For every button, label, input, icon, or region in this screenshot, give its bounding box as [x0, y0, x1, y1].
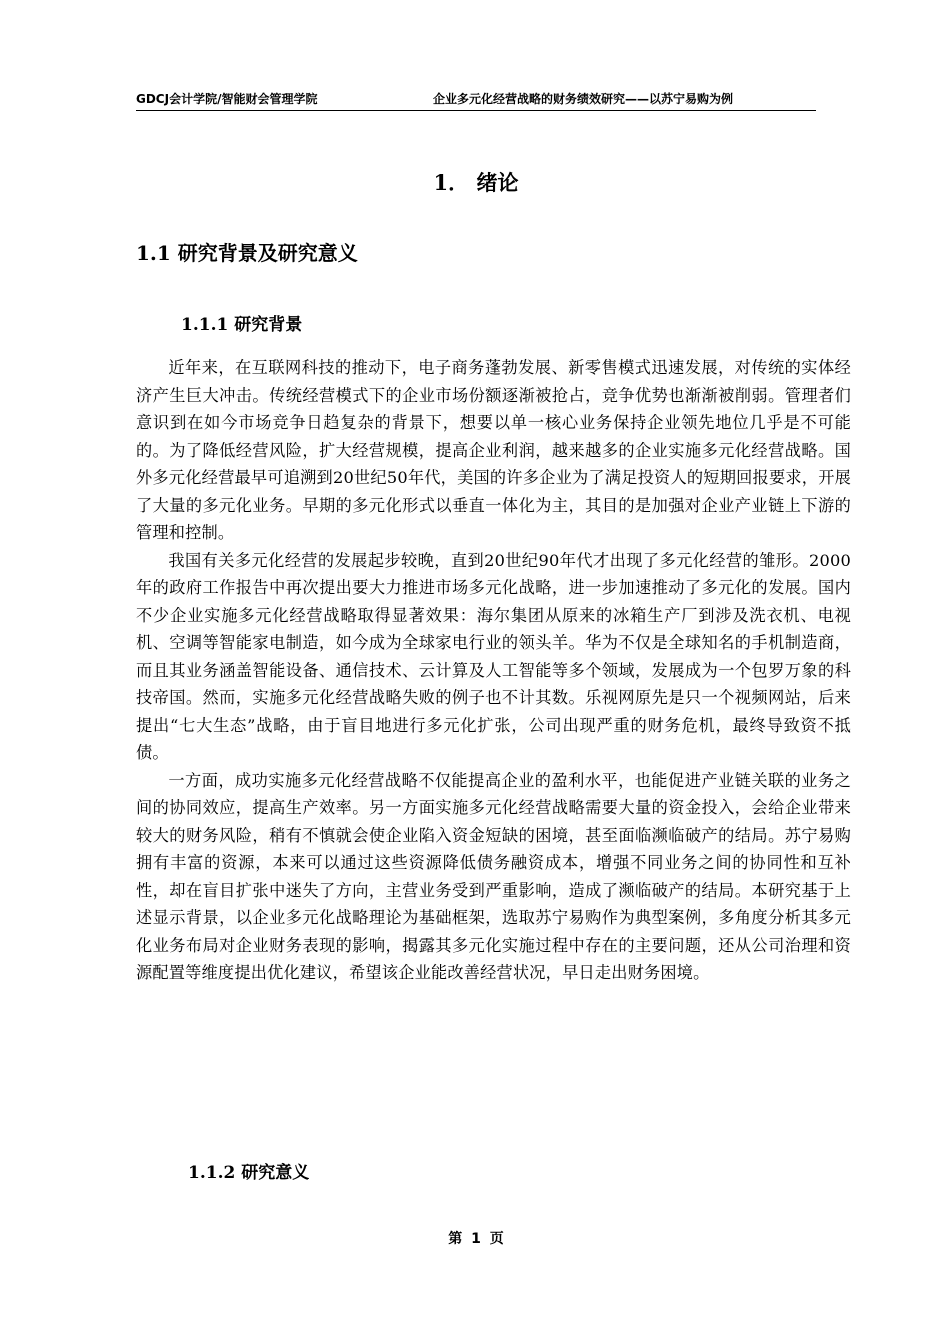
header-institution: GDCJ会计学院/智能财会管理学院: [136, 92, 318, 106]
header-divider: [136, 110, 816, 111]
header-thesis-title: 企业多元化经营战略的财务绩效研究——以苏宁易购为例: [433, 92, 734, 106]
chapter-title: 1． 绪论: [433, 170, 519, 195]
page-header: [136, 90, 816, 108]
paragraph: 我国有关多元化经营的发展起步较晚，直到20世纪90年代才出现了多元化经营的雏形。2000年的政府工作报告中再次提出要大力推进市场多元化战略，进一步加速推动了多元化的发展。国内不少企业实施多元化经营战略取得显著效果：海尔集团从原来的冰箱生产厂到涉及洗衣机、电视机、空调等智能家电制造，如今成为全球家电行业的领头羊。华为不仅是全球知名的手机制造商，而且其业务涵盖智能设备、通信技术、云计算及人工智能等多个领域，发展成为一个包罗万象的科技帝国。然而，实施多元化经营战略失败的例子也不计其数。乐视网原先是只一个视频网站，后来提出“七大生态”战略，由于盲目地进行多元化扩张，公司出现严重的财务危机，最终导致资不抵债。: [136, 550, 851, 762]
paragraph: 一方面，成功实施多元化经营战略不仅能提高企业的盈利水平，也能促进产业链关联的业务之间的协同效应，提高生产效率。另一方面实施多元化经营战略需要大量的资金投入，会给企业带来较大的财务风险，稍有不慎就会使企业陷入资金短缺的困境，甚至面临濒临破产的结局。苏宁易购拥有丰富的资源，本来可以通过这些资源降低债务融资成本，增强不同业务之间的协同性和互补性，却在盲目扩张中迷失了方向，主营业务受到严重影响，造成了濒临破产的结局。本研究基于上述显示背景，以企业多元化战略理论为基础框架，选取苏宁易购作为典型案例，多角度分析其多元化业务布局对企业财务表现的影响，揭露其多元化实施过程中存在的主要问题，还从公司治理和资源配置等维度提出优化建议，希望该企业能改善经营状况，早日走出财务困境。: [136, 770, 851, 982]
page-number: 第 1 页: [448, 1231, 504, 1247]
paragraph: 近年来，在互联网科技的推动下，电子商务蓬勃发展、新零售模式迅速发展，对传统的实体经济产生巨大冲击。传统经营模式下的企业市场份额逐渐被抢占，竞争优势也渐渐被削弱。管理者们意识到在如今市场竞争日趋复杂的背景下，想要以单一核心业务保持企业领先地位几乎是不可能的。为了降低经营风险，扩大经营规模，提高企业利润，越来越多的企业实施多元化经营战略。国外多元化经营最早可追溯到20世纪50年代，美国的许多企业为了满足投资人的短期回报要求，开展了大量的多元化业务。早期的多元化形式以垂直一体化为主，其目的是加强对企业产业链上下游的管理和控制。: [136, 358, 851, 542]
body-text: [136, 354, 851, 987]
subsection-title-significance: 1.1.2 研究意义: [188, 1163, 310, 1183]
section-title: 1.1 研究背景及研究意义: [136, 241, 358, 265]
subsection-title-background: 1.1.1 研究背景: [181, 315, 303, 335]
